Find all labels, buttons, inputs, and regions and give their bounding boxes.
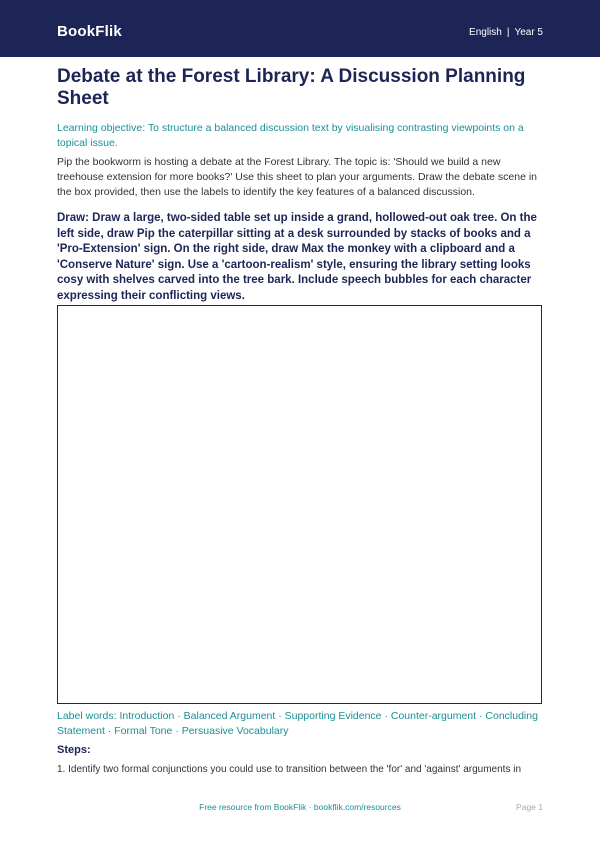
draw-instruction: Draw: Draw a large, two-sided table set up inside a grand, hollowed-out oak tree. On the left side, draw Pip the caterpillar sitting at a desk surrounded by stacks of books and a 'Pro-Extension' sign. On the right side, draw Max the monkey with a clipboard and a 'Conserve Nature' sign. Use a 'cartoon-realism' style, ensuring the library setting looks cosy with shelves carved into the tree bark. Include speech bubbles for each character expressing their conflicting views. [57, 212, 537, 302]
step-item: 1. Identify two formal conjunctions you could use to transition between the 'for' and 'against' arguments in [57, 764, 522, 775]
learning-objective: Learning objective: To structure a balanced discussion text by visualising contrasting viewpoints on a topical issue. [57, 122, 524, 149]
subject-label: English [469, 27, 502, 38]
intro-paragraph: Pip the bookworm is hosting a debate at the Forest Library. The topic is: 'Should we build a new treehouse extension for more books?' Use this sheet to plan your arguments. Draw the debate scene in the box provided, then use the labels to identify the key features of a balanced discussion. [57, 156, 538, 198]
brand-logo-text: BookFlik [57, 23, 122, 40]
year-label: Year 5 [514, 27, 543, 38]
page-title: Debate at the Forest Library: A Discussion Planning Sheet [57, 66, 526, 109]
drawing-box[interactable] [57, 305, 542, 704]
subject-year [469, 27, 543, 38]
steps-heading: Steps: [57, 744, 91, 756]
meta-separator: | [506, 27, 510, 38]
page-header [0, 0, 600, 57]
footer-source: Free resource from BookFlik · bookflik.com/resources [199, 802, 401, 812]
label-words: Label words: Introduction · Balanced Argument · Supporting Evidence · Counter-argument · Concluding Statement · Formal Tone · Persuasive Vocabulary [57, 710, 538, 737]
page-number: Page 1 [516, 802, 543, 812]
